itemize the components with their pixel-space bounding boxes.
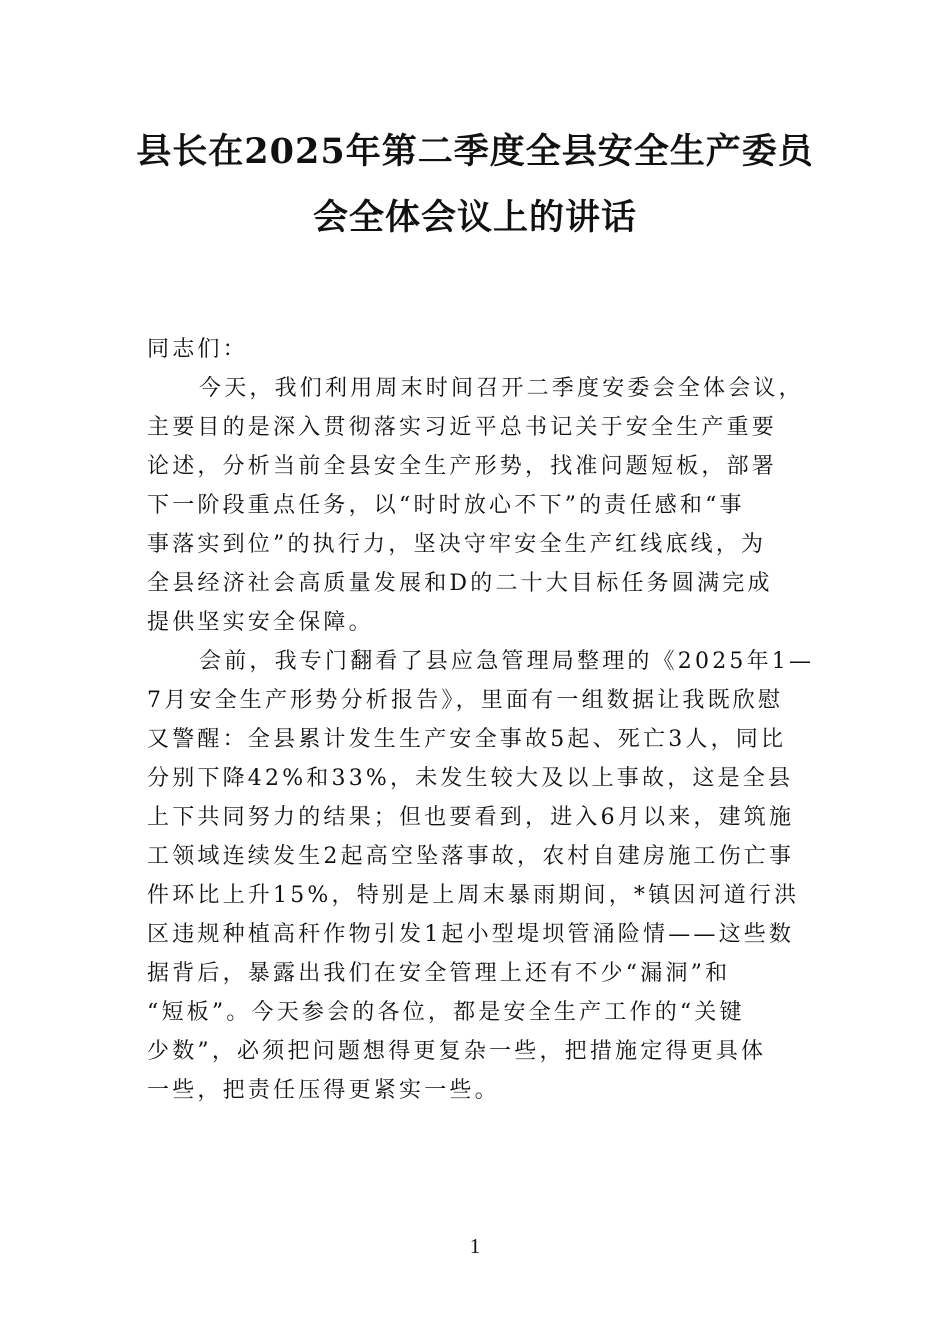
text-line: 提供坚实安全保障。 [147,610,374,635]
text-line: 7月安全生产形势分析报告》，里面有一组数据让我既欣慰 [147,688,784,713]
text-line: 下一阶段重点任务，以“时时放心不下”的责任感和“事 [147,493,745,518]
text-line: “短板”。今天参会的各位，都是安全生产工作的“关键 [147,1000,745,1025]
title-line-2: 会全体会议上的讲话 [312,197,637,238]
text-line: 工领域连续发生2起高空坠落事故，农村自建房施工伤亡事 [147,844,795,869]
text-line: 会前，我专门翻看了县应急管理局整理的《2025年1— [199,649,815,674]
speech-body [147,330,817,1110]
text-line: 件环比上升15%，特别是上周末暴雨期间，*镇因河道行洪 [147,883,800,908]
text-line: 分别下降42%和33%，未发生较大及以上事故，这是全县 [147,766,794,791]
text-line: 又警醒：全县累计发生生产安全事故5起、死亡3人，同比 [147,727,787,752]
text-line: 论述，分析当前全县安全生产形势，找准问题短板，部署 [147,454,778,479]
text-line: 区违规种植高秆作物引发1起小型堤坝管涌险情——这些数 [147,922,795,947]
salutation: 同志们： [147,337,248,362]
title-line-1: 县长在2025年第二季度全县安全生产委员 [136,131,814,172]
text-line: 少数”，必须把问题想得更复杂一些，把措施定得更具体 [147,1039,767,1064]
paragraph-2 [147,642,817,1110]
text-line: 一些，把责任压得更紧实一些。 [147,1078,500,1103]
text-line: 今天，我们利用周末时间召开二季度安委会全体会议， [199,376,804,401]
text-line: 上下共同努力的结果；但也要看到，进入6月以来，建筑施 [147,805,795,830]
text-line: 事落实到位”的执行力，坚决守牢安全生产红线底线，为 [147,532,767,557]
text-line: 全县经济社会高质量发展和D的二十大目标任务圆满完成 [147,571,773,596]
paragraph-1 [147,369,817,642]
page-number: 1 [469,1234,481,1258]
text-line: 据背后，暴露出我们在安全管理上还有不少“漏洞”和 [147,961,731,986]
text-line: 主要目的是深入贯彻落实习近平总书记关于安全生产重要 [147,415,778,440]
